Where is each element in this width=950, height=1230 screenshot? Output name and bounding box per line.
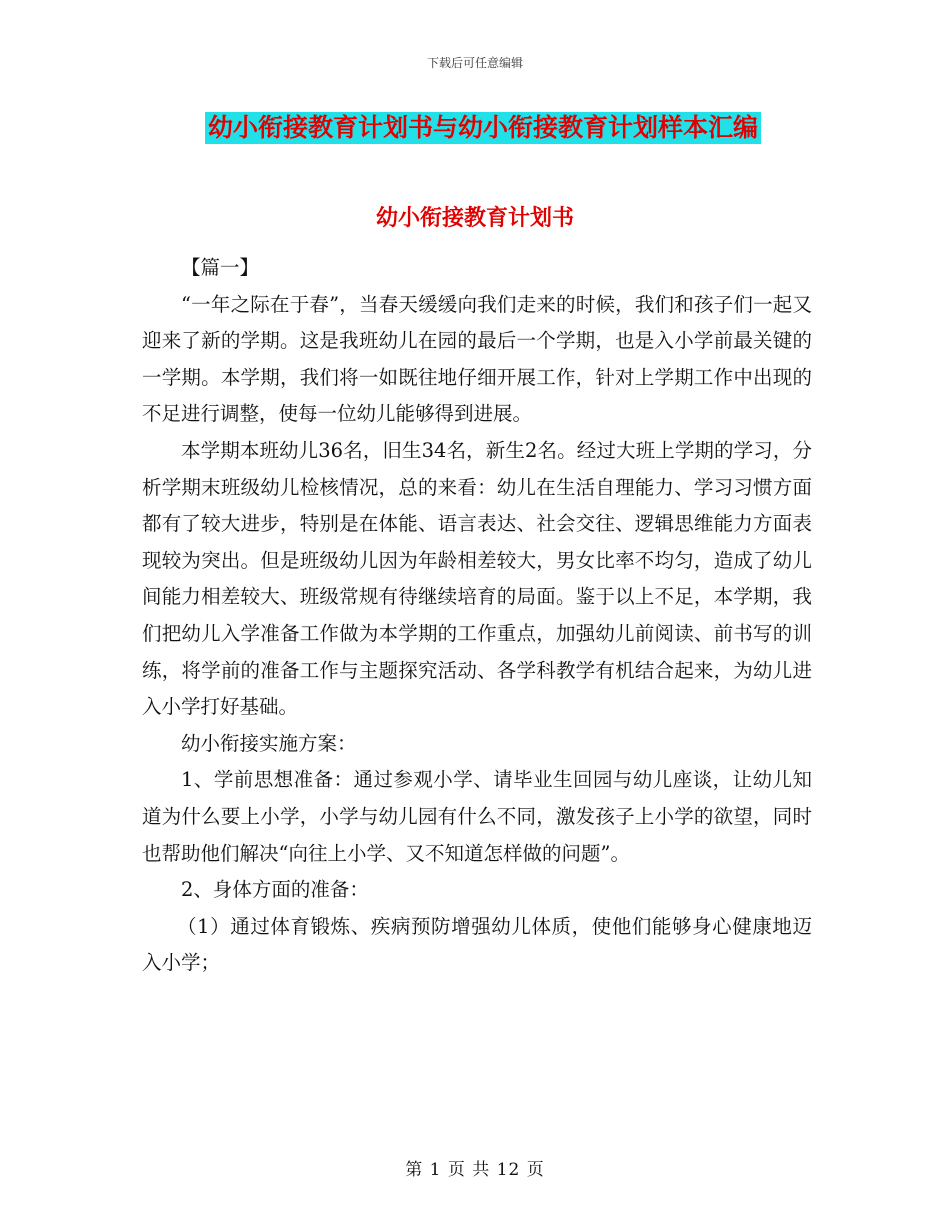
page-number: 第 1 页 共 12 页	[405, 1160, 545, 1180]
paragraph-intro: “一年之际在于春”，当春天缓缓向我们走来的时候，我们和孩子们一起又迎来了新的学期。这是我班幼儿在园的最后一个学期，也是入小学前最关键的一学期。本学期，我们将一如既往地仔细开展工作，针对上学期工作中出现的不足进行调整，使每一位幼儿能够得到进展。	[142, 292, 812, 426]
header-note: 下载后可任意编辑	[426, 56, 523, 70]
paragraph-item-2: 2、身体方面的准备：	[181, 878, 369, 902]
document-body	[142, 250, 812, 982]
paragraph-item-1: 1、学前思想准备：通过参观小学、请毕业生回园与幼儿座谈，让幼儿知道为什么要上小学，小学与幼儿园有什么不同，激发孩子上小学的欲望，同时也帮助他们解决“向往上小学、又不知道怎样做的问题”。	[142, 768, 812, 865]
section-label: 【篇一】	[181, 256, 260, 279]
paragraph-item-2-1: （1）通过体育锻炼、疾病预防增强幼儿体质，使他们能够身心健康地迈入小学；	[142, 914, 812, 975]
document-subtitle: 幼小衔接教育计划书	[375, 205, 574, 231]
paragraph-plan-heading: 幼小衔接实施方案：	[181, 731, 357, 755]
paragraph-class-status: 本学期本班幼儿36名，旧生34名，新生2名。经过大班上学期的学习，分析学期末班级幼儿检核情况，总的来看：幼儿在生活自理能力、学习习惯方面都有了较大进步，特别是在体能、语言表达、社会交往、逻辑思维能力方面表现较为突出。但是班级幼儿因为年龄相差较大，男女比率不均匀，造成了幼儿间能力相差较大、班级常规有待继续培育的局面。鉴于以上不足，本学期，我们把幼儿入学准备工作做为本学期的工作重点，加强幼儿前阅读、前书写的训练，将学前的准备工作与主题探究活动、各学科教学有机结合起来，为幼儿进入小学打好基础。	[142, 438, 812, 719]
document-title: 幼小衔接教育计划书与幼小衔接教育计划样本汇编	[205, 112, 761, 144]
